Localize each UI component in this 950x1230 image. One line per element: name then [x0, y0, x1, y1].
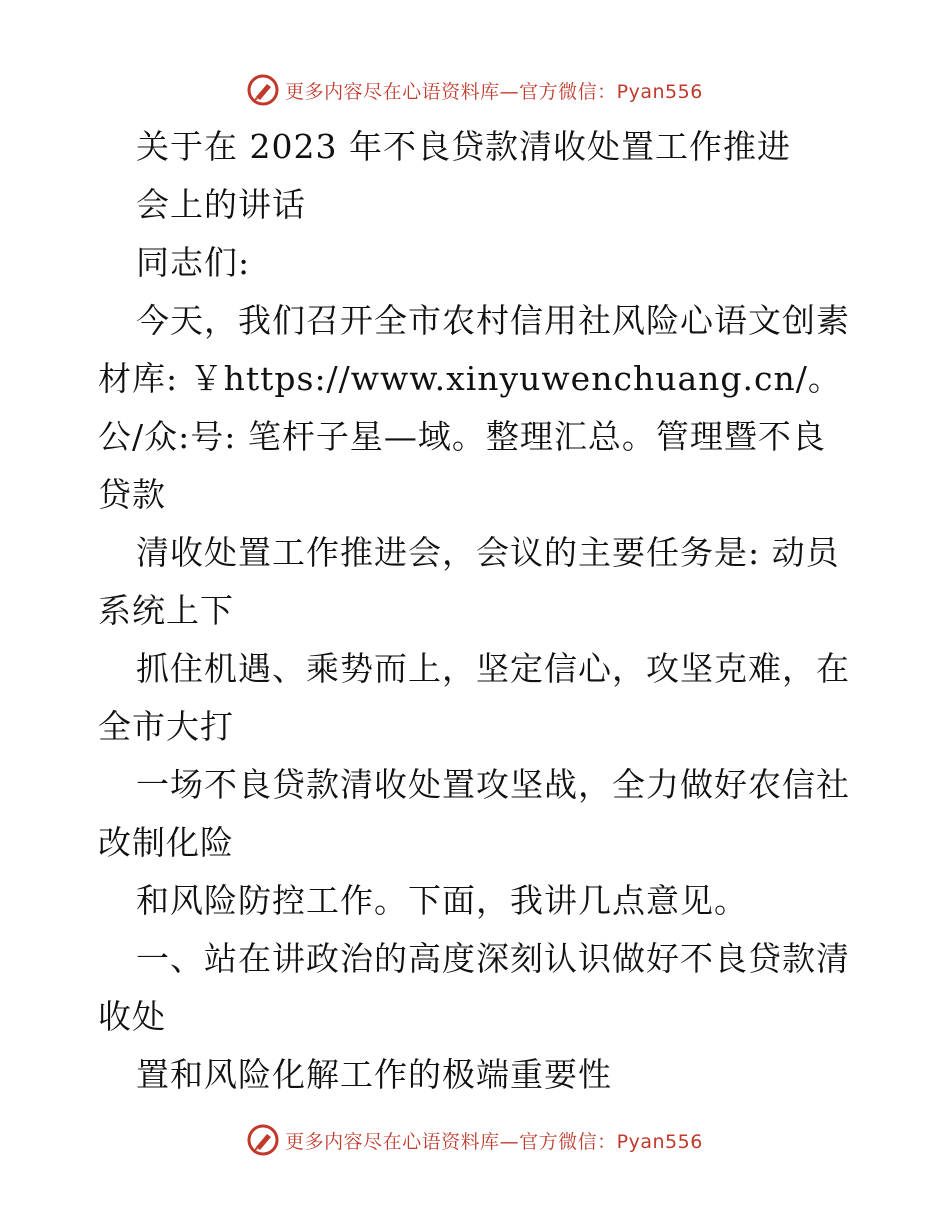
footer-banner-text: 更多内容尽在心语资料库—官方微信：Pyan556	[285, 1130, 703, 1153]
salutation: 同志们:	[136, 243, 251, 282]
section-heading-line: 收处	[98, 997, 166, 1036]
pen-logo-icon	[247, 1124, 279, 1156]
footer-banner-inner	[247, 1124, 703, 1156]
doc-title-line-1: 关于在 2023 年不良贷款清收处置工作推进	[136, 127, 791, 166]
section-heading-line: 置和风险化解工作的极端重要性	[136, 1055, 612, 1094]
paragraph-line: 今天，我们召开全市农村信用社风险心语文创素	[136, 301, 850, 340]
pen-logo-icon	[247, 74, 279, 106]
section-heading-line: 一、站在讲政治的高度深刻认识做好不良贷款清	[136, 939, 850, 978]
header-banner-inner	[247, 74, 703, 106]
paragraph-line: 全市大打	[98, 707, 234, 746]
footer-banner	[0, 1120, 950, 1160]
paragraph-line: 改制化险	[98, 823, 234, 862]
paragraph-line: 材库: ￥https://www.xinyuwenchuang.cn/。	[98, 359, 842, 398]
paragraph-line: 系统上下	[98, 591, 234, 630]
document-body	[98, 118, 858, 1104]
paragraph-line: 抓住机遇、乘势而上，坚定信心，攻坚克难，在	[136, 649, 850, 688]
paragraph-line: 一场不良贷款清收处置攻坚战，全力做好农信社	[136, 765, 850, 804]
paragraph-line: 公/众:号: 笔杆子星—域。整理汇总。管理暨不良	[98, 417, 826, 456]
header-banner-text: 更多内容尽在心语资料库—官方微信：Pyan556	[285, 80, 703, 103]
paragraph-line: 贷款	[98, 475, 166, 514]
header-banner	[0, 70, 950, 110]
paragraph-line: 清收处置工作推进会，会议的主要任务是: 动员	[136, 533, 840, 572]
paragraph-line: 和风险防控工作。下面，我讲几点意见。	[136, 881, 748, 920]
doc-title-line-2: 会上的讲话	[136, 185, 306, 224]
